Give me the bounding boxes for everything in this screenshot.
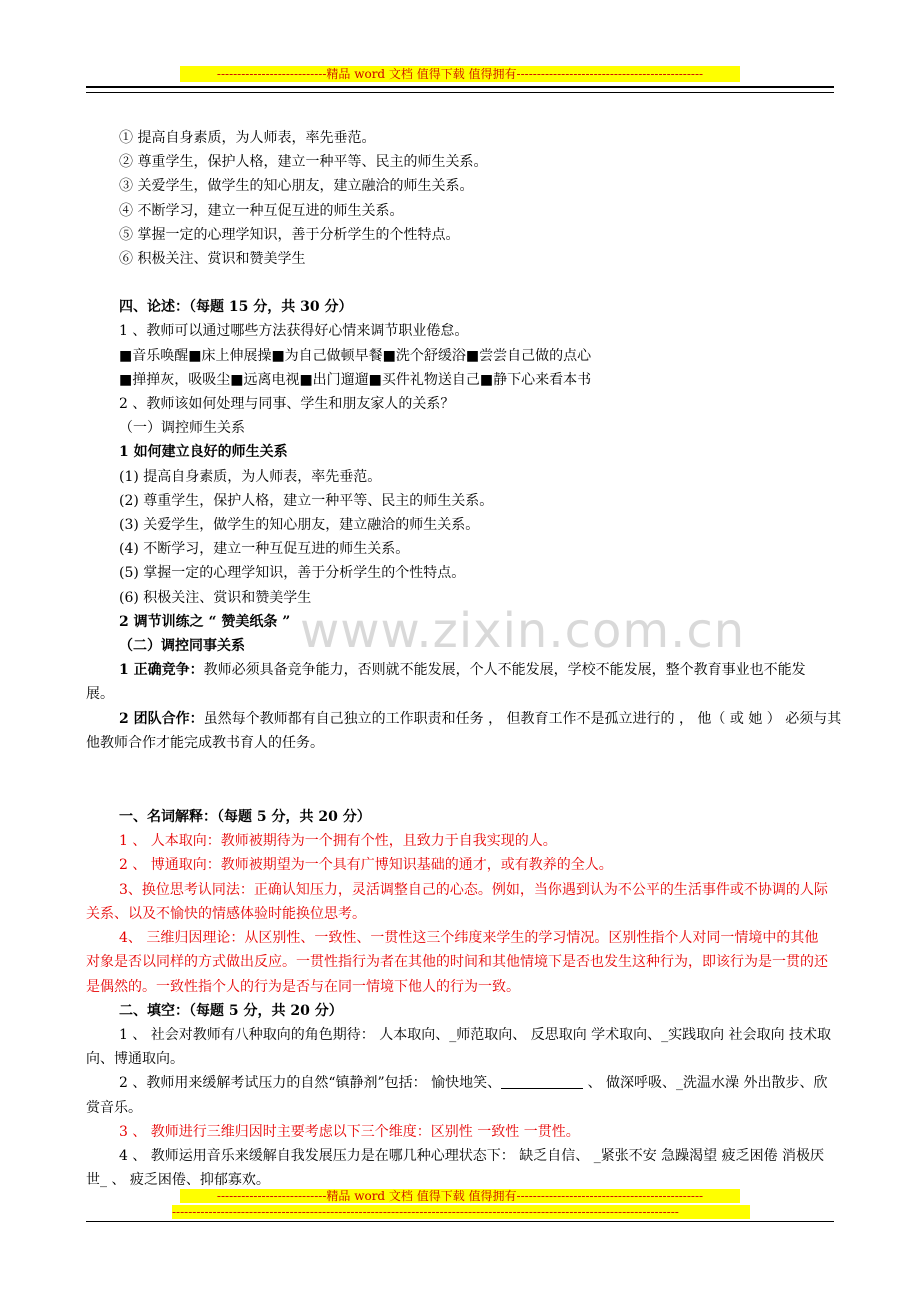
fill-text: 、 做深呼吸、_洗温水澡 外出散步、欣赏音乐。 (86, 1075, 828, 1116)
definition: 2 、 博通取向：教师被期望为一个具有广博知识基础的通才，或有教养的全人。 (119, 857, 613, 874)
section1 (86, 805, 852, 999)
fill-item: 4 、 教师运用音乐来缓解自我发展压力是在哪几种心理状态下： 缺乏自信、 _紧张不安 急躁渴望 疲乏困倦 消极厌世_ 、 疲乏困倦、抑郁寡欢。 (86, 1147, 825, 1189)
list-item: ② 尊重学生，保护人格，建立一种平等、民主的师生关系。 (119, 154, 488, 171)
footer-banner-dashes: ----------------------------------------------------------------------------------------------------------------------------- (172, 1205, 750, 1219)
list-item: (4) 不断学习，建立一种互促互进的师生关系。 (119, 541, 410, 558)
subheading: （二）调控同事关系 (119, 638, 245, 655)
fill-item: 1 、 社会对教师有八种取向的角色期待： 人本取向、_师范取向、 反思取向 学术取向、_实践取向 社会取向 技术取向、博通取向。 (86, 1026, 832, 1068)
list-item: (2) 尊重学生，保护人格，建立一种平等、民主的师生关系。 (119, 492, 494, 509)
paragraph-lead: 1 正确竞争： (119, 662, 204, 679)
section2 (86, 999, 852, 1193)
footer-rule (86, 1221, 834, 1222)
watermark: www.zixin.com.cn (300, 603, 746, 659)
section4 (86, 295, 852, 658)
section-title: 一、名词解释：（每题 5 分，共 20 分） (119, 809, 371, 826)
fill-item (86, 1071, 832, 1119)
list-item: (6) 积极关注、赏识和赞美学生 (119, 589, 312, 606)
subheading: 2 调节训练之 “ 赞美纸条 ” (119, 613, 291, 630)
header-rule-thin (86, 92, 834, 93)
paragraph-lead: 2 团队合作： (119, 710, 204, 727)
paragraph (86, 658, 852, 706)
definition: 3、换位思考认同法：正确认知压力，灵活调整自己的心态。例如，当你遇到认为不公平的生活事件或不协调的人际关系、以及不愉快的情感体验时能换位思考。 (86, 881, 828, 922)
list-item: (5) 掌握一定的心理学知识，善于分析学生的个性特点。 (119, 565, 466, 582)
header-rule-thick (86, 86, 834, 88)
section-title: 二、填空：（每题 5 分，共 20 分） (119, 1002, 343, 1019)
footer-banner: ---------------------------精品 word 文档 值得下载 值得拥有---------------------------------------------- (180, 1189, 740, 1203)
paragraph-text: 教师必须具备竞争能力，否则就不能发展，个人不能发展，学校不能发展，整个教育事业也不能发展。 (86, 662, 806, 703)
list-item: ③ 关爱学生，做学生的知心朋友，建立融洽的师生关系。 (119, 178, 474, 195)
list-item: ⑥ 积极关注、赏识和赞美学生 (119, 251, 306, 268)
list-item: ④ 不断学习，建立一种互促互进的师生关系。 (119, 202, 404, 219)
answer-line: ■音乐唤醒■床上伸展操■为自己做顿早餐■洗个舒缓浴■尝尝自己做的点心 (119, 347, 592, 364)
document-body (86, 126, 852, 1192)
list-item: ⑤ 掌握一定的心理学知识，善于分析学生的个性特点。 (119, 226, 460, 243)
header-banner: ---------------------------精品 word 文档 值得下载 值得拥有---------------------------------------------- (180, 66, 740, 82)
fill-item: 3 、 教师进行三维归因时主要考虑以下三个维度：区别性 一致性 一贯性。 (119, 1123, 580, 1140)
list-item: (3) 关爱学生，做学生的知心朋友，建立融洽的师生关系。 (119, 517, 480, 534)
definition: 4、 三维归因理论：从区别性、一致性、一贯性这三个纬度来学生的学习情况。区别性指个人对同一情境中的其他对象是否以同样的方式做出反应。一贯性指行为者在其他的时间和其他情境下是否也发生这种行为，即该行为是一贯的还是偶然的。一致性指个人的行为是否与在同一情境下他人的行为一致。 (86, 930, 828, 995)
subheading: （一）调控师生关系 (119, 420, 245, 437)
paragraph (86, 707, 852, 755)
question: 1 、教师可以通过哪些方法获得好心情来调节职业倦怠。 (119, 323, 469, 340)
fill-text: 2 、教师用来缓解考试压力的自然“镇静剂”包括： 愉快地笑、 (119, 1075, 502, 1092)
question: 2 、教师该如何处理与同事、学生和朋友家人的关系？ (119, 396, 455, 413)
paragraph-text: 虽然每个教师都有自己独立的工作职责和任务 ， 但教育工作不是孤立进行的 ， 他（ 或 她 ） 必须与其他教师合作才能完成教书育人的任务。 (86, 710, 842, 751)
definition: 1 、 人本取向：教师被期待为一个拥有个性，且致力于自我实现的人。 (119, 833, 557, 850)
list-item: (1) 提高自身素质，为人师表，率先垂范。 (119, 468, 382, 485)
list-item: ① 提高自身素质，为人师表，率先垂范。 (119, 130, 376, 146)
list1 (86, 126, 852, 271)
section-title: 四、论述：（每题 15 分，共 30 分） (119, 299, 353, 316)
blank-line (501, 1074, 583, 1089)
answer-line: ■掸掸灰，吸吸尘■远离电视■出门遛遛■买件礼物送自己■静下心来看本书 (119, 371, 592, 388)
subheading: 1 如何建立良好的师生关系 (119, 444, 288, 461)
